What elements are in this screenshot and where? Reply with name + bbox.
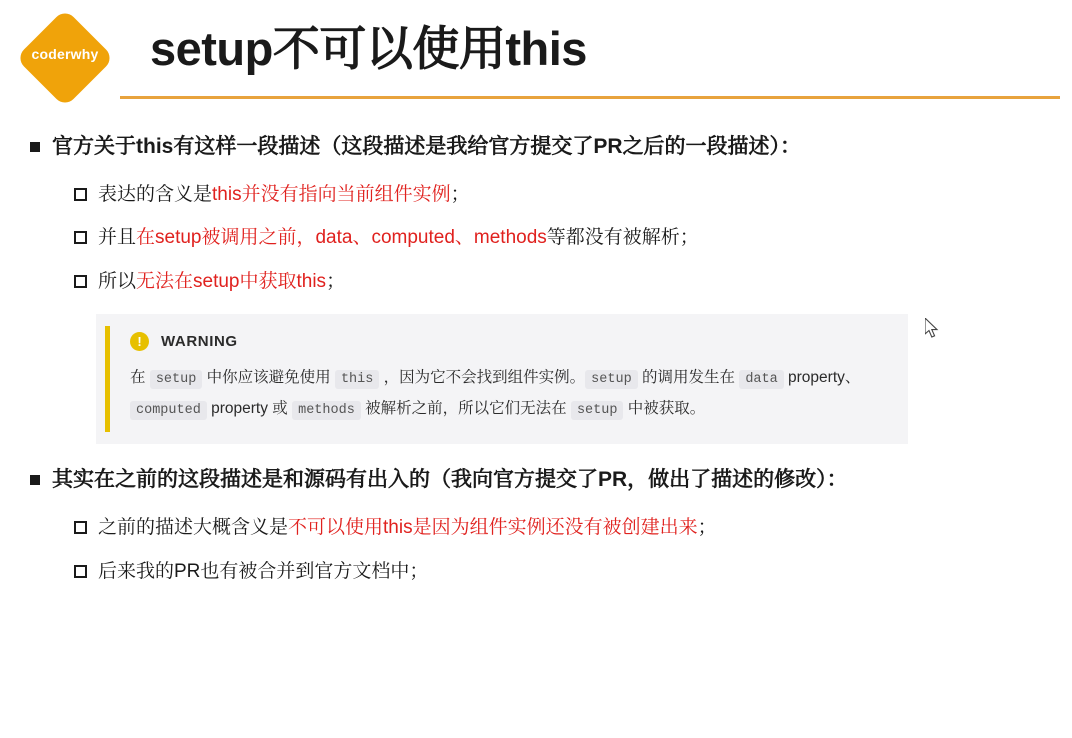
warning-text-run: 的调用发生在 bbox=[637, 369, 740, 387]
hollow-square-bullet-icon bbox=[74, 275, 87, 288]
list-item-prefix: 表达的含义是 bbox=[98, 183, 213, 205]
warning-text-run: 在 bbox=[130, 369, 150, 387]
list-item-suffix: ； bbox=[697, 516, 717, 538]
list-item-text bbox=[98, 218, 699, 258]
hollow-square-bullet-icon bbox=[74, 565, 87, 578]
exclamation-icon: ! bbox=[130, 332, 149, 351]
list-item-highlight: 不可以使用this是因为组件实例还没有被创建出来 bbox=[288, 516, 698, 538]
logo bbox=[16, 10, 114, 108]
list-item bbox=[74, 175, 1042, 215]
warning-text-run: property、 bbox=[783, 369, 861, 387]
square-bullet-icon bbox=[30, 142, 40, 152]
hollow-square-bullet-icon bbox=[74, 188, 87, 201]
title-divider bbox=[120, 96, 1060, 99]
slide-content bbox=[0, 105, 1072, 591]
warning-callout bbox=[96, 314, 908, 444]
logo-text: coderwhy bbox=[31, 46, 99, 62]
hollow-square-bullet-icon bbox=[74, 231, 87, 244]
warning-body bbox=[130, 362, 886, 424]
list-item-text bbox=[98, 175, 470, 215]
section-heading-text: 其实在之前的这段描述是和源码有出入的（我向官方提交了PR，做出了描述的修改）： bbox=[52, 468, 848, 492]
square-bullet-icon bbox=[30, 475, 40, 485]
slide-header bbox=[0, 0, 1072, 105]
list-item bbox=[74, 218, 1042, 258]
list-item-prefix: 所以 bbox=[98, 271, 137, 293]
warning-code-token: data bbox=[739, 370, 783, 389]
list-item-highlight: 无法在setup中获取this bbox=[136, 271, 327, 293]
mouse-cursor-icon bbox=[925, 318, 941, 340]
list-item-text bbox=[98, 508, 717, 548]
section-heading bbox=[30, 464, 1042, 496]
list-item-highlight: 在setup被调用之前，data、computed、methods bbox=[136, 227, 547, 249]
list-item-suffix: ； bbox=[326, 271, 346, 293]
section-heading-text: 官方关于this有这样一段描述（这段描述是我给官方提交了PR之后的一段描述）： bbox=[52, 135, 802, 158]
warning-text-run: 被解析之前，所以它们无法在 bbox=[360, 400, 571, 418]
list-item-suffix: 等都没有被解析； bbox=[546, 227, 699, 249]
warning-text-run: property 或 bbox=[206, 400, 293, 418]
warning-accent-bar bbox=[105, 326, 110, 432]
list-item-text bbox=[98, 552, 428, 592]
warning-title: WARNING bbox=[161, 333, 238, 351]
list-item-suffix: ； bbox=[450, 183, 470, 205]
warning-code-token: setup bbox=[150, 370, 203, 389]
page-title: setup不可以使用this bbox=[150, 22, 587, 75]
warning-code-token: setup bbox=[571, 401, 624, 420]
warning-code-token: this bbox=[335, 370, 379, 389]
warning-code-token: computed bbox=[130, 401, 207, 420]
warning-text-run: 中被获取。 bbox=[623, 400, 706, 418]
list-item-prefix: 之前的描述大概含义是 bbox=[98, 516, 289, 538]
warning-text-run: ，因为它不会找到组件实例。 bbox=[379, 369, 586, 387]
list-item bbox=[74, 262, 1042, 302]
list-item bbox=[74, 552, 1042, 592]
hollow-square-bullet-icon bbox=[74, 521, 87, 534]
section-heading bbox=[30, 131, 1042, 163]
list-item-text bbox=[98, 262, 345, 302]
warning-code-token: methods bbox=[292, 401, 361, 420]
list-item-prefix: 并且 bbox=[98, 227, 137, 249]
list-item-prefix: 后来我的PR也有被合并到官方文档中； bbox=[98, 560, 429, 582]
warning-header bbox=[130, 332, 886, 351]
warning-text-run: 中你应该避免使用 bbox=[202, 369, 335, 387]
list-item-highlight: this并没有指向当前组件实例 bbox=[212, 183, 451, 205]
warning-code-token: setup bbox=[585, 370, 638, 389]
list-item bbox=[74, 508, 1042, 548]
